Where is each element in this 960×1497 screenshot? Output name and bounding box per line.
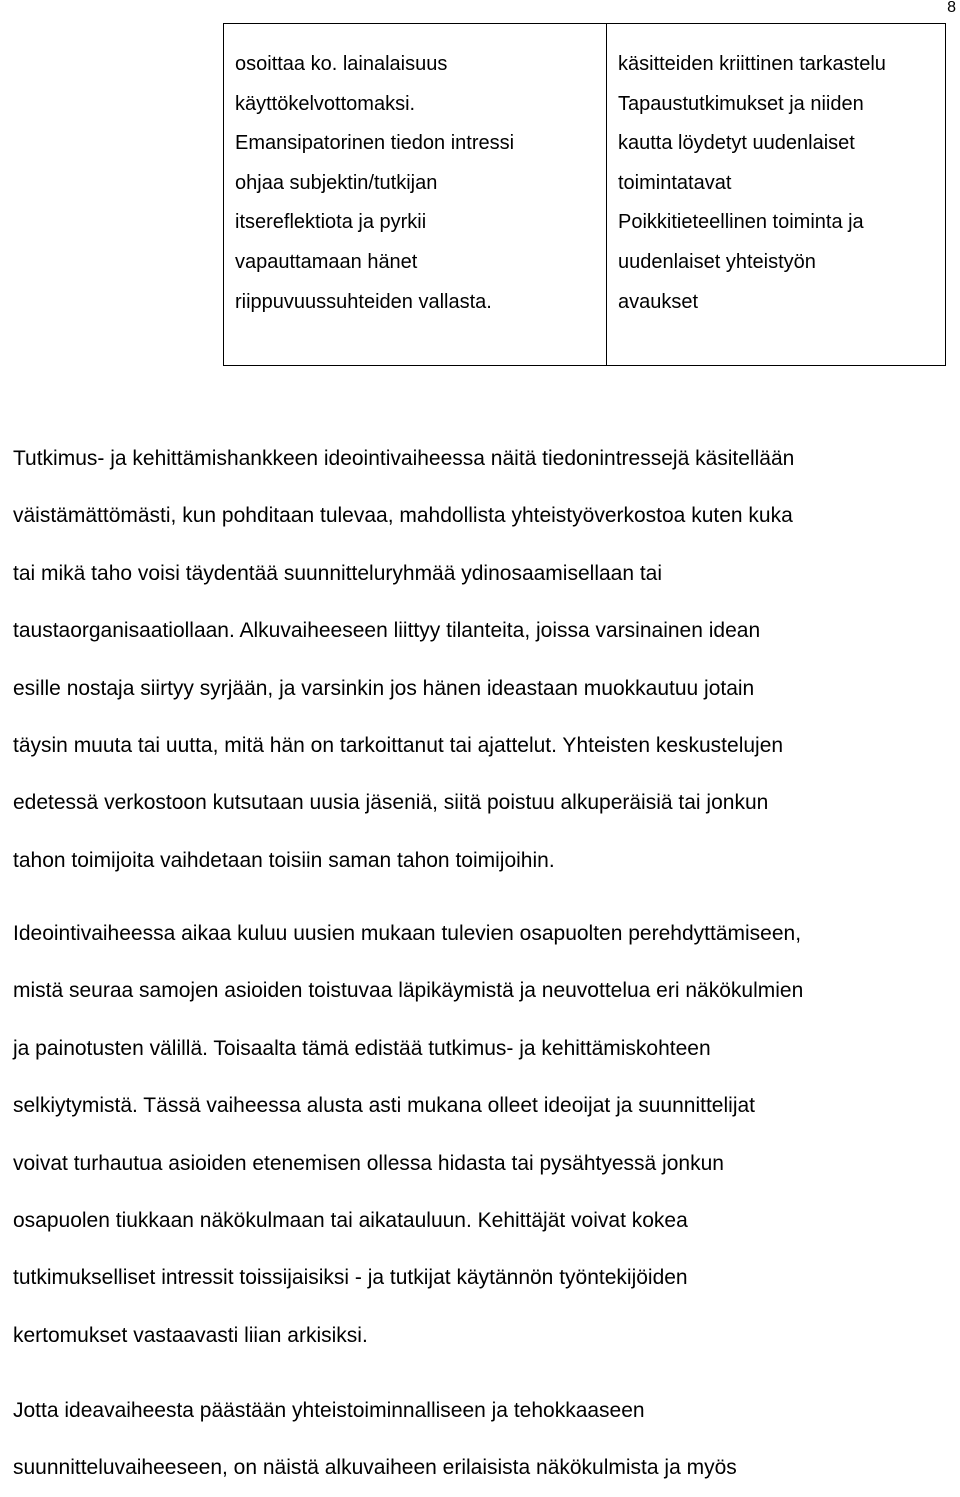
table-cell-line: Emansipatorinen tiedon intressi <box>235 132 515 155</box>
paragraph-line: tahon toimijoita vaihdetaan toisiin saman tahon toimijoihin. <box>13 848 555 872</box>
table-cell-line: avaukset <box>618 290 699 313</box>
table-cell-right <box>607 24 945 365</box>
paragraph-line: kertomukset vastaavasti liian arkisiksi. <box>13 1323 368 1347</box>
table-cell-line: vapauttamaan hänet <box>235 250 418 273</box>
paragraph-line: edetessä verkostoon kutsutaan uusia jäseniä, siitä poistuu alkuperäisiä tai jonkun <box>13 791 769 815</box>
paragraph-line: Tutkimus- ja kehittämishankkeen ideointivaiheessa näitä tiedonintressejä käsitellään <box>13 447 795 470</box>
paragraph-line: osapuolen tiukkaan näkökulmaan tai aikatauluun. Kehittäjät voivat kokea <box>13 1209 688 1233</box>
table-cell-left <box>224 24 607 365</box>
paragraph-line: Jotta ideavaiheesta päästään yhteistoiminnalliseen ja tehokkaaseen <box>13 1399 645 1422</box>
paragraph-line: selkiytymistä. Tässä vaiheessa alusta asti mukana olleet ideoijat ja suunnittelijat <box>13 1094 755 1118</box>
table-cell-line: riippuvuussuhteiden vallasta. <box>235 290 492 313</box>
paragraph-line: voivat turhautua asioiden etenemisen ollessa hidasta tai pysähtyessä jonkun <box>13 1151 724 1175</box>
table-cell-line: käsitteiden kriittinen tarkastelu <box>618 53 886 75</box>
table-cell-line: itsereflektiota ja pyrkii <box>235 211 427 234</box>
table-cell-line: ohjaa subjektin/tutkijan <box>235 171 438 194</box>
paragraph-line: ja painotusten välillä. Toisaalta tämä edistää tutkimus- ja kehittämiskohteen <box>13 1036 711 1060</box>
table-cell-line: osoittaa ko. lainalaisuus <box>235 53 448 75</box>
paragraph-1 <box>13 430 958 889</box>
paragraph-line: mistä seuraa samojen asioiden toistuvaa läpikäymistä ja neuvottelua eri näkökulmien <box>13 979 804 1003</box>
table-cell-line: käyttökelvottomaksi. <box>235 92 416 115</box>
paragraph-line: Ideointivaiheessa aikaa kuluu uusien mukaan tulevien osapuolten perehdyttämiseen, <box>13 922 802 945</box>
paragraph-3 <box>13 1382 958 1497</box>
table-cell-line: toimintatavat <box>618 171 732 194</box>
paragraph-line: tutkimukselliset intressit toissijaisiksi - ja tutkijat käytännön työntekijöiden <box>13 1266 688 1290</box>
interests-table <box>223 23 946 366</box>
table-cell-line: uudenlaiset yhteistyön <box>618 250 816 273</box>
paragraph-line: esille nostaja siirtyy syrjään, ja varsinkin jos hänen ideastaan muokkautuu jotain <box>13 676 755 700</box>
paragraph-line: taustaorganisaatiollaan. Alkuvaiheeseen liittyy tilanteita, joissa varsinainen idean <box>13 619 761 643</box>
page-number: 8 <box>947 0 956 16</box>
paragraph-line: suunnitteluvaiheeseen, on näistä alkuvaiheen erilaisista näkökulmista ja myös <box>13 1456 737 1480</box>
table-cell-line: kautta löydetyt uudenlaiset <box>618 132 855 155</box>
paragraph-line: tai mikä taho voisi täydentää suunnitteluryhmää ydinosaamisellaan tai <box>13 561 663 585</box>
paragraph-line: väistämättömästi, kun pohditaan tulevaa, mahdollista yhteistyöverkostoa kuten kuka <box>13 504 793 528</box>
paragraph-2 <box>13 905 958 1364</box>
paragraph-line: täysin muuta tai uutta, mitä hän on tarkoittanut tai ajattelut. Yhteisten keskustelujen <box>13 734 784 758</box>
table-cell-line: Poikkitieteellinen toiminta ja <box>618 211 864 234</box>
table-cell-line: Tapaustutkimukset ja niiden <box>618 92 864 115</box>
